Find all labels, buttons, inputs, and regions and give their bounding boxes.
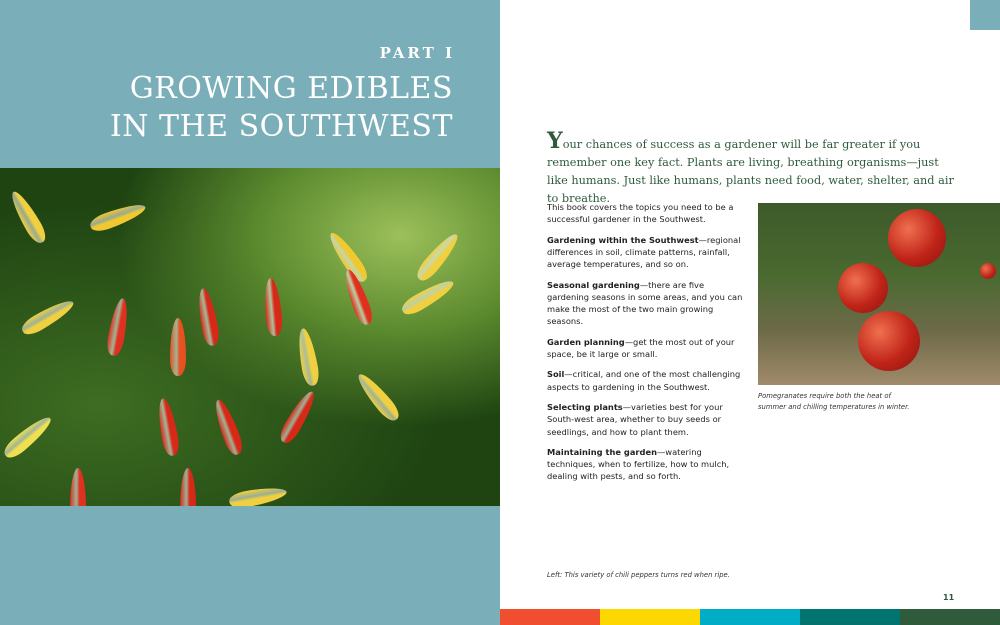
chapter-title [110,70,453,146]
topic-desc: —regional differences in soil, climate patterns, rainfall, average temperatures, and so on. [547,234,741,270]
pepper [170,318,186,376]
pepper [88,200,148,235]
pomegranate-photo [758,203,1000,385]
color-bar-yellow [600,609,700,625]
lead-text: our chances of success as a gardener will be far greater if you remember one key fact. Plants are living, breathing organisms—just like humans. Just like humans, plants need food, water, shelter, and air to breathe. [547,138,954,205]
topic-desc: —critical, and one of the most challenging aspects to gardening in the Southwest. [547,369,741,392]
part-label: PART I [379,44,455,62]
left-photo-caption: Left: This variety of chili peppers turns red when ripe. [547,571,730,579]
topic-item [547,446,747,483]
drop-cap: Y [547,128,563,154]
topic-desc: —get the most out of your space, be it large or small. [547,336,735,359]
chili-peppers-photo [0,168,500,506]
topic-term: Gardening within the Southwest [547,234,699,245]
topic-term: Selecting plants [547,402,623,413]
color-bar-cyan [700,609,800,625]
color-bar-orange [500,609,600,625]
pomegranate-fruit [838,263,888,313]
color-bar-green [900,609,1000,625]
pepper [105,297,131,357]
pepper [155,397,181,457]
pepper [277,388,320,446]
pepper [399,276,457,319]
pepper [353,370,403,425]
pepper [180,468,196,506]
topic-desc: —varieties best for your South-west area, whether to buy seeds or seedlings, and how to plant them. [547,402,723,437]
pepper [195,287,221,347]
pepper [413,230,463,285]
pepper [211,397,246,457]
pomegranate-fruit [980,263,996,279]
topic-list [547,201,747,491]
pepper [7,188,50,246]
topic-desc: —there are five gardening seasons in some areas, and you can make the most of the two main growing seasons. [547,279,743,327]
topic-item [547,234,747,271]
corner-tab [970,0,1000,30]
pepper [19,296,77,339]
pomegranate-caption: Pomegranates require both the heat of summer and chilling temperatures in winter. [758,392,910,411]
topic-item [547,336,747,360]
pepper [295,327,321,387]
pomegranate-fruit [888,209,946,267]
lead-paragraph [547,128,957,208]
intro-text: This book covers the topics you need to be a successful gardener in the Southwest. [547,202,734,225]
title-line-1: GROWING EDIBLES [129,71,453,106]
topic-item [547,279,747,328]
title-line-2: IN THE SOUTHWEST [109,109,453,144]
topic-term: Soil [547,369,565,380]
page-number: 11 [943,593,955,602]
topic-item [547,368,747,392]
topic-term: Maintaining the garden [547,447,657,458]
pepper [70,468,86,506]
color-bar-teal [800,609,900,625]
topic-desc: —watering techniques, when to fertilize, how to mulch, dealing with pests, and so forth. [547,447,730,482]
topic-item [547,401,747,438]
pepper [228,484,288,506]
pepper [263,277,284,336]
pepper [1,412,56,462]
topic-term: Seasonal gardening [547,279,640,290]
pomegranate-fruit [858,311,920,371]
topic-term: Garden planning [547,336,625,347]
